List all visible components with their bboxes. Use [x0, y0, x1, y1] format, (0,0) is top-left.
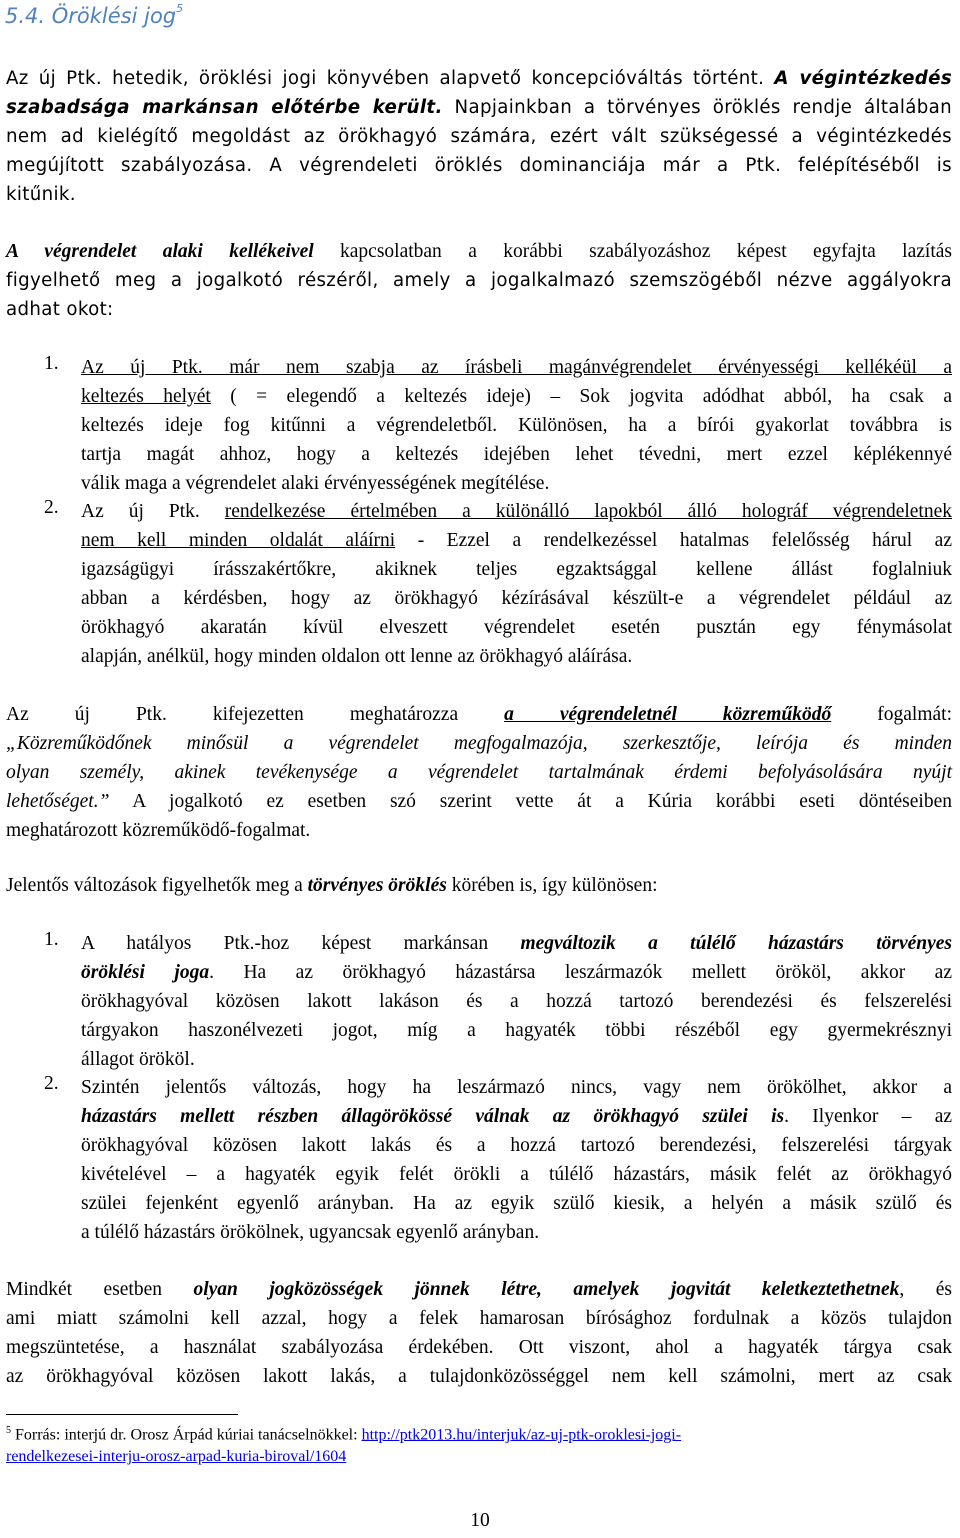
- text-line: ami miatt számolni kell azzal, hogy a felek hamarosan bírósághoz fordulnak a közös tulajdon: [6, 1308, 952, 1329]
- emphasis: a végrendeletnél közreműködő: [504, 704, 832, 725]
- list-number: 1.: [44, 929, 59, 950]
- text: Napjainkban a törvényes öröklés rendje általában: [442, 97, 952, 118]
- text-line: [6, 93, 952, 122]
- text-line: a túlélő házastárs örökölnek, ugyancsak egyenlő arányban.: [81, 1222, 540, 1243]
- text-line: kivételével – a hagyaték egyik felét örökli a túlélő házastárs, másik felét az örökhagyó: [81, 1164, 952, 1185]
- underlined-text: nem kell minden oldalát aláírni: [81, 530, 396, 551]
- text-line: Az új Ptk. már nem szabja az írásbeli magánvégrendelet érvényességi kellékéül a: [81, 357, 952, 378]
- text: fogalmát:: [831, 704, 952, 725]
- list-number: 1.: [44, 353, 59, 374]
- text-line: figyelhető meg a jogalkotó részéről, amely a jogalkalmazó szemszögéből nézve aggályokra: [6, 270, 952, 291]
- emphasis: A végintézkedés: [774, 68, 952, 89]
- section-heading: [5, 4, 183, 28]
- text-line: örökhagyó akaratán kívül elveszett végrendelet esetén pusztán egy fénymásolat: [81, 617, 952, 638]
- text-line: örökhagyóval közösen lakott lakáson és a hozzá tartozó berendezési és felszerelési: [81, 991, 952, 1012]
- text-line: [6, 64, 952, 93]
- emphasis: szabadsága markánsan előtérbe került.: [6, 97, 443, 118]
- footnote-link-continued[interactable]: rendelkezesei-interju-orosz-arpad-kuria-biroval/1604: [6, 1448, 347, 1466]
- emphasis: törvényes öröklés: [307, 875, 447, 896]
- text: Az új Ptk. hetedik, öröklési jogi könyvében alapvető koncepcióváltás történt.: [6, 68, 775, 89]
- section-heading-text: 5.4. Öröklési jog: [5, 4, 177, 28]
- text-line: tartja magát ahhoz, hogy a keltezés idejében lehet tévedni, mert ezzel képlékennyé: [81, 444, 952, 465]
- text-line: abban a kérdésben, hogy az örökhagyó kézírásával készült-e a végrendelet például az: [81, 588, 952, 609]
- text: A jogalkotó ez esetben szó szerint vette át a Kúria korábbi eseti döntéseiben: [109, 791, 952, 812]
- paragraph-formal-requirements: [6, 237, 952, 324]
- text-line: [6, 700, 952, 729]
- text-line: [6, 1275, 952, 1304]
- text-line: [81, 382, 952, 411]
- list-item: [6, 1073, 952, 1247]
- text: Az új Ptk.: [81, 501, 200, 522]
- text: [200, 501, 225, 522]
- text-line: alapján, anélkül, hogy minden oldalon ott lenne az örökhagyó aláírása.: [81, 646, 633, 667]
- paragraph-statutory: [6, 871, 952, 900]
- text-line: [6, 237, 952, 266]
- text-line: kitűnik.: [6, 184, 76, 205]
- footnote-number: 5: [6, 1425, 11, 1436]
- quote-end: lehetőséget.”: [6, 791, 110, 812]
- text: A hatályos Ptk.-hoz képest markánsan: [81, 933, 521, 954]
- text-line: [6, 871, 952, 900]
- underlined-text: keltezés helyét: [81, 386, 211, 407]
- text-line: [81, 497, 952, 526]
- text: . Ha az örökhagyó házastársa leszármazók mellett örököl, akkor az: [209, 962, 952, 983]
- footnote-link[interactable]: http://ptk2013.hu/interjuk/az-uj-ptk-oroklesi-jogi-: [361, 1426, 682, 1444]
- text-line: nem ad kielégítő megoldást az örökhagyó számára, ezért vált szükségessé a végintézkedés: [6, 126, 952, 147]
- text-line: állagot örököl.: [81, 1049, 195, 1070]
- list-item: [6, 353, 952, 498]
- text: Az új Ptk. kifejezetten meghatározza: [6, 704, 505, 725]
- footnote-text: Forrás: interjú dr. Orosz Árpád kúriai tanácselnökkel:: [11, 1426, 362, 1444]
- text-line: meghatározott közreműködő-fogalmat.: [6, 820, 311, 841]
- text: - Ezzel a rendelkezéssel hatalmas felelősség hárul az: [395, 530, 952, 551]
- text-line: igazságügyi írásszakértőkre, akiknek teljes egzaktsággal kellene állást foglalniuk: [81, 559, 952, 580]
- text-line: [81, 1102, 952, 1131]
- text-line: adhat okot:: [6, 299, 114, 320]
- text: . Ilyenkor – az: [784, 1106, 953, 1127]
- text-line: megszüntetése, a használat szabályozása érdekében. Ott viszont, ahol a hagyaték tárgya csak: [6, 1337, 952, 1358]
- paragraph-intro: [6, 64, 952, 209]
- footnote-divider: [6, 1414, 238, 1415]
- text-line: „Közreműködőnek minősül a végrendelet megfogalmazója, szerkesztője, leírója és minden: [6, 733, 952, 754]
- text-line: Szintén jelentős változás, hogy ha leszármazó nincs, vagy nem örökölhet, akkor a: [81, 1077, 952, 1098]
- text: körében is, így különösen:: [446, 875, 658, 896]
- text-line: olyan személy, akinek tevékenysége a végrendelet tartalmának érdemi befolyásolására nyújt: [6, 762, 952, 783]
- list-item: [6, 929, 952, 1074]
- paragraph-joint-ownership: [6, 1275, 952, 1391]
- text-line: örökhagyóval közösen lakott lakás és a hozzá tartozó berendezési, felszerelési tárgyak: [81, 1135, 952, 1156]
- underlined-text: rendelkezése értelmében a különálló lapokból álló holográf végrendeletnek: [224, 501, 952, 522]
- list-item: [6, 497, 952, 671]
- text: , és: [899, 1279, 952, 1300]
- text-line: az örökhagyóval közösen lakott lakás, a tulajdonközösséggel nem kell számolni, mert az csak: [6, 1366, 952, 1387]
- footnote-line: [6, 1446, 952, 1468]
- text-line: [81, 958, 952, 987]
- text: ( = elegendő a keltezés ideje) – Sok jogvita adódhat abból, ha csak a: [210, 386, 952, 407]
- emphasis: megváltozik a túlélő házastárs törvényes: [520, 933, 953, 954]
- footnote: [6, 1420, 952, 1468]
- footnote-ref: 5: [176, 2, 184, 15]
- text-line: megújított szabályozása. A végrendeleti öröklés dominanciája már a Ptk. felépítéséből is: [6, 155, 952, 176]
- emphasis: házastárs mellett részben állagörökössé válnak az örökhagyó szülei is: [81, 1106, 785, 1127]
- page-number: 10: [470, 1510, 490, 1531]
- text-line: keltezés ideje fog kitűnni a végrendeletből. Különösen, ha a bírói gyakorlat továbbra is: [81, 415, 952, 436]
- footnote-line: [6, 1420, 952, 1446]
- text: Jelentős változások figyelhetők meg a: [6, 875, 308, 896]
- text: Mindkét esetben: [6, 1279, 194, 1300]
- emphasis: A végrendelet alaki kellékeivel: [6, 241, 314, 262]
- text-line: [81, 929, 952, 958]
- text-line: [81, 526, 952, 555]
- text-line: válik maga a végrendelet alaki érvényességének megítélése.: [81, 473, 550, 494]
- emphasis: olyan jogközösségek jönnek létre, amelyek jogvitát keletkeztethetnek: [193, 1279, 900, 1300]
- list-number: 2.: [44, 497, 59, 518]
- text-line: szülei fejenként egyenlő arányban. Ha az egyik szülő kiesik, a helyén a másik szülő és: [81, 1193, 952, 1214]
- text-line: tárgyakon haszonélvezeti jogot, míg a hagyaték többi részéből egy gyermekrésznyi: [81, 1020, 952, 1041]
- paragraph-contributor: [6, 700, 952, 845]
- emphasis: öröklési joga: [81, 962, 210, 983]
- text: kapcsolatban a korábbi szabályozáshoz képest egyfajta lazítás: [313, 241, 952, 262]
- text-line: [6, 787, 952, 816]
- list-number: 2.: [44, 1073, 59, 1094]
